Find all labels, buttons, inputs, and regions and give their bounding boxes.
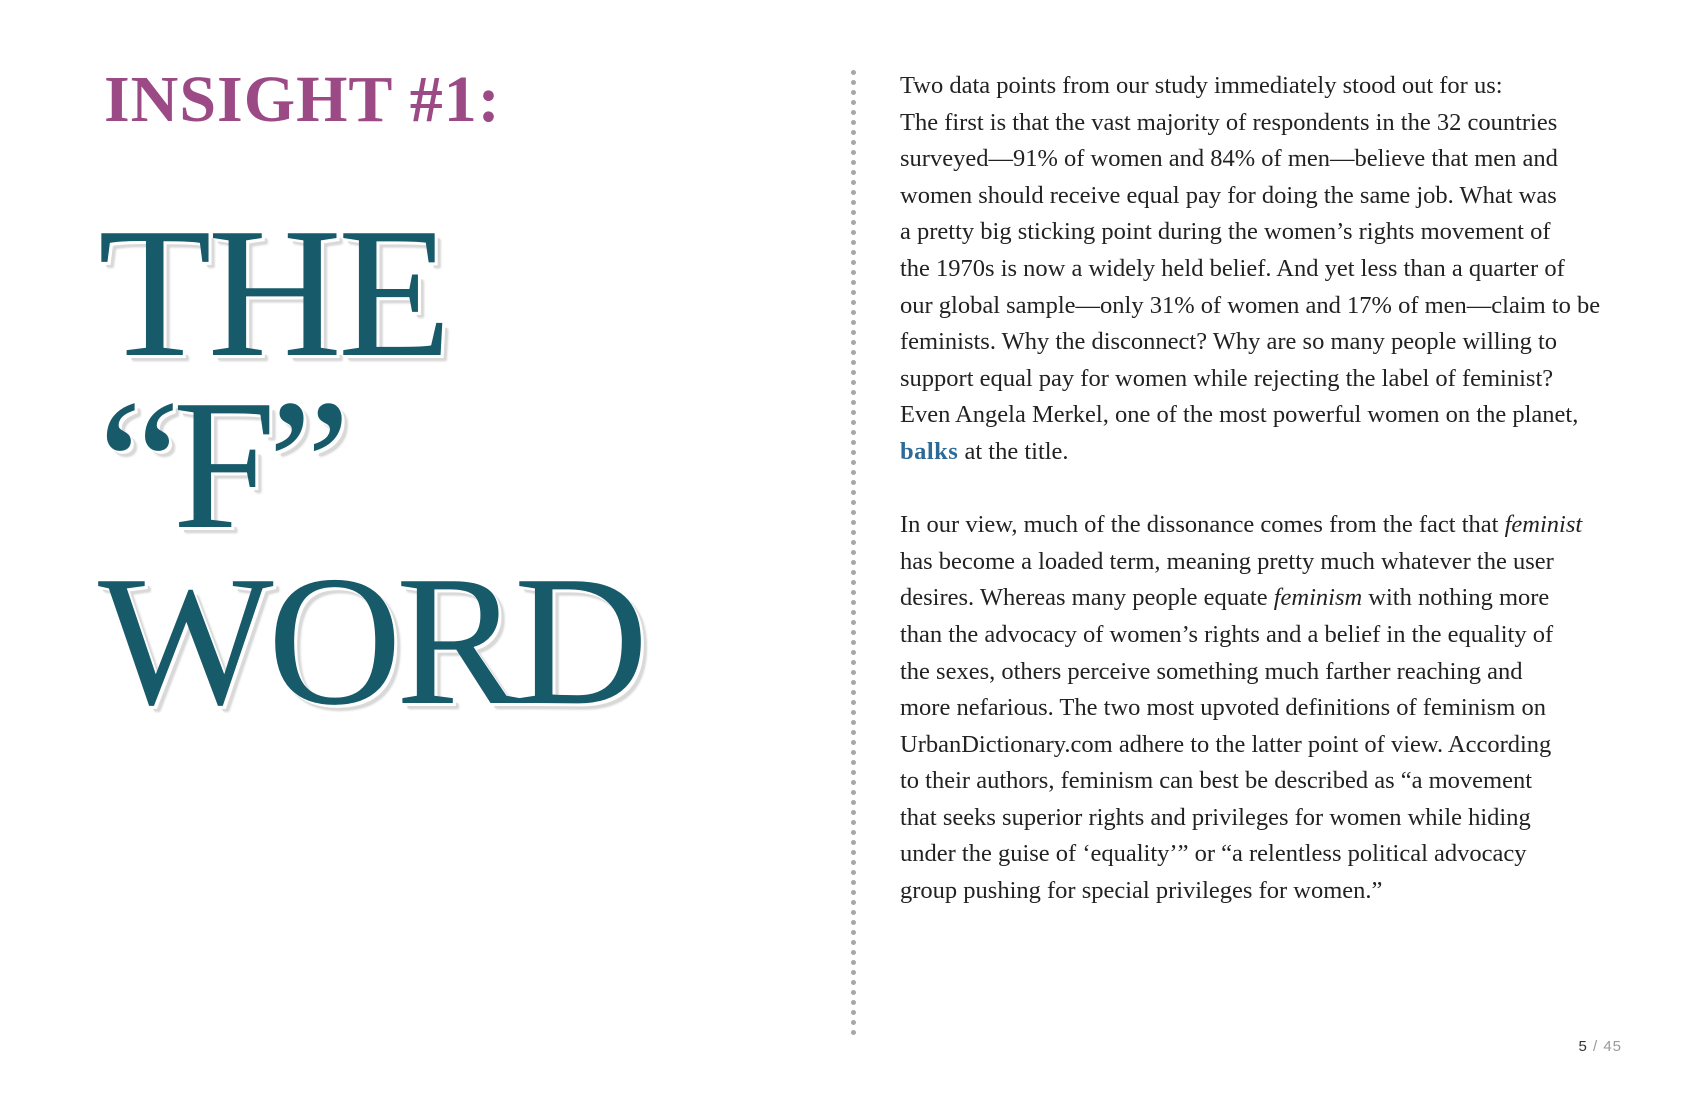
text-line: support equal pay for women while rejecting the label of feminist?	[900, 364, 1554, 392]
text-line: The first is that the vast majority of respondents in the 32 countries	[900, 108, 1558, 136]
body-text	[900, 68, 1620, 910]
text-line: surveyed—91% of women and 84% of men—believe that men and	[900, 145, 1558, 173]
text-line: women should receive equal pay for doing the same job. What was	[900, 181, 1557, 209]
page-number	[1578, 1038, 1622, 1055]
text-line: to their authors, feminism can best be described as “a movement	[900, 767, 1533, 795]
text-line	[900, 434, 1620, 471]
current-page: 5	[1578, 1038, 1588, 1055]
emphasis-feminist: feminist	[1504, 511, 1583, 539]
text-fragment: at the title.	[958, 437, 1069, 465]
text-line: the 1970s is now a widely held belief. And yet less than a quarter of	[900, 254, 1565, 282]
text-line: our global sample—only 31% of women and 17% of men—claim to be	[900, 291, 1601, 319]
text-line: that seeks superior rights and privileges for women while hiding	[900, 803, 1531, 831]
insight-label: INSIGHT #1:	[104, 63, 501, 136]
text-line	[900, 507, 1620, 544]
text-line: more nefarious. The two most upvoted definitions of feminism on	[900, 694, 1546, 722]
text-line: UrbanDictionary.com adhere to the latter point of view. According	[900, 730, 1552, 758]
title-line-the: THE	[98, 190, 448, 396]
total-pages: 45	[1603, 1038, 1622, 1055]
text-line: under the guise of ‘equality’” or “a relentless political advocacy	[900, 840, 1527, 868]
paragraph-1	[900, 68, 1620, 471]
text-line: group pushing for special privileges for women.”	[900, 877, 1383, 905]
dotted-divider	[851, 70, 856, 1036]
title-line-word: WORD	[98, 538, 643, 744]
emphasis-feminism: feminism	[1273, 584, 1363, 612]
text-line: than the advocacy of women’s rights and a belief in the equality of	[900, 620, 1554, 648]
text-line: has become a loaded term, meaning pretty much whatever the user	[900, 547, 1554, 575]
text-line: Even Angela Merkel, one of the most powerful women on the planet,	[900, 401, 1579, 429]
balks-link[interactable]: balks	[900, 437, 959, 465]
text-fragment: with nothing more	[1362, 584, 1550, 612]
text-line: Two data points from our study immediately stood out for us:	[900, 72, 1503, 99]
title-line-f: “F”	[98, 362, 343, 568]
text-line: feminists. Why the disconnect? Why are so many people willing to	[900, 328, 1558, 356]
text-fragment: desires. Whereas many people equate	[900, 584, 1274, 612]
page-separator: /	[1587, 1038, 1604, 1055]
text-line: a pretty big sticking point during the women’s rights movement of	[900, 218, 1551, 246]
text-line: the sexes, others perceive something much farther reaching and	[900, 657, 1523, 685]
paragraph-2	[900, 507, 1620, 910]
text-fragment: In our view, much of the dissonance comes from the fact that	[900, 511, 1505, 539]
text-line	[900, 580, 1620, 617]
